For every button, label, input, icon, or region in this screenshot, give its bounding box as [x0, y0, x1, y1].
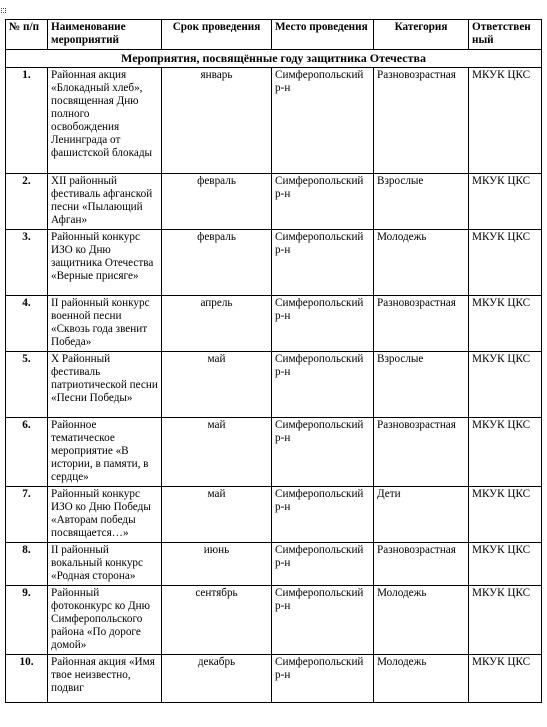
row-num: 9. — [6, 586, 48, 655]
table-anchor-handle[interactable] — [1, 8, 6, 13]
header-category: Категория — [374, 20, 469, 50]
event-category: Молодежь — [374, 586, 469, 655]
event-responsible: МКУК ЦКС — [469, 418, 542, 487]
row-num: 2. — [6, 174, 48, 230]
event-name: X Районный фестиваль патриотической песни «Песни Победы» — [48, 352, 162, 418]
row-num: 5. — [6, 352, 48, 418]
event-category: Разновозрастная — [374, 418, 469, 487]
table-row — [6, 543, 542, 586]
table-row — [6, 586, 542, 655]
event-date: декабрь — [162, 655, 272, 703]
event-category: Дети — [374, 487, 469, 543]
table-row — [6, 174, 542, 230]
event-responsible: МКУК ЦКС — [469, 230, 542, 296]
event-name: Районный конкурс ИЗО ко Дню Победы «Авторам победы посвящается…» — [48, 487, 162, 543]
event-category: Разновозрастная — [374, 543, 469, 586]
event-date: май — [162, 418, 272, 487]
event-place: Симферопольский р-н — [272, 296, 374, 352]
row-num: 6. — [6, 418, 48, 487]
event-name: Районное тематическое мероприятие «В истории, в памяти, в сердце» — [48, 418, 162, 487]
event-category: Взрослые — [374, 352, 469, 418]
event-name: Районная акция «Блокадный хлеб», посвященная Дню полного освобождения Ленинграда от фашистской блокады — [48, 68, 162, 174]
event-place: Симферопольский р-н — [272, 586, 374, 655]
row-num: 1. — [6, 68, 48, 174]
event-place: Симферопольский р-н — [272, 68, 374, 174]
event-place: Симферопольский р-н — [272, 230, 374, 296]
event-name: Районный конкурс ИЗО ко Дню защитника Отечества «Верные присяге» — [48, 230, 162, 296]
row-num: 8. — [6, 543, 48, 586]
header-name: Наименование мероприятий — [48, 20, 162, 50]
event-date: апрель — [162, 296, 272, 352]
event-category: Молодежь — [374, 230, 469, 296]
event-place: Симферопольский р-н — [272, 487, 374, 543]
row-num: 7. — [6, 487, 48, 543]
event-name: Районный фотоконкурс ко Дню Симферопольского района «По дороге домой» — [48, 586, 162, 655]
header-num: № п/п — [6, 20, 48, 50]
event-name: Районная акция «Имя твое неизвестно, подвиг — [48, 655, 162, 703]
header-place: Место проведения — [272, 20, 374, 50]
event-responsible: МКУК ЦКС — [469, 543, 542, 586]
table-row — [6, 655, 542, 703]
event-category: Молодежь — [374, 655, 469, 703]
table-row — [6, 296, 542, 352]
event-date: январь — [162, 68, 272, 174]
event-responsible: МКУК ЦКС — [469, 174, 542, 230]
table-row — [6, 230, 542, 296]
event-responsible: МКУК ЦКС — [469, 68, 542, 174]
event-date: май — [162, 487, 272, 543]
table-row — [6, 352, 542, 418]
event-category: Разновозрастная — [374, 68, 469, 174]
event-place: Симферопольский р-н — [272, 418, 374, 487]
event-place: Симферопольский р-н — [272, 352, 374, 418]
section-title: Мероприятия, посвящённые году защитника Отечества — [6, 50, 542, 68]
event-responsible: МКУК ЦКС — [469, 487, 542, 543]
row-num: 10. — [6, 655, 48, 703]
event-category: Взрослые — [374, 174, 469, 230]
event-name: II районный конкурс военной песни «Сквозь года звенит Победа» — [48, 296, 162, 352]
row-num: 4. — [6, 296, 48, 352]
section-row — [6, 50, 542, 68]
event-category: Разновозрастная — [374, 296, 469, 352]
events-table — [5, 19, 542, 703]
event-responsible: МКУК ЦКС — [469, 296, 542, 352]
event-date: июнь — [162, 543, 272, 586]
header-responsible: Ответствен ный — [469, 20, 542, 50]
header-row — [6, 20, 542, 50]
table-row — [6, 487, 542, 543]
table-row — [6, 68, 542, 174]
event-date: май — [162, 352, 272, 418]
event-place: Симферопольский р-н — [272, 543, 374, 586]
event-responsible: МКУК ЦКС — [469, 655, 542, 703]
header-date: Срок проведения — [162, 20, 272, 50]
event-date: сентябрь — [162, 586, 272, 655]
event-responsible: МКУК ЦКС — [469, 352, 542, 418]
event-name: XII районный фестиваль афганской песни «Пылающий Афган» — [48, 174, 162, 230]
event-place: Симферопольский р-н — [272, 655, 374, 703]
event-responsible: МКУК ЦКС — [469, 586, 542, 655]
row-num: 3. — [6, 230, 48, 296]
event-place: Симферопольский р-н — [272, 174, 374, 230]
event-date: февраль — [162, 174, 272, 230]
table-row — [6, 418, 542, 487]
event-name: II районный вокальный конкурс «Родная сторона» — [48, 543, 162, 586]
event-date: февраль — [162, 230, 272, 296]
